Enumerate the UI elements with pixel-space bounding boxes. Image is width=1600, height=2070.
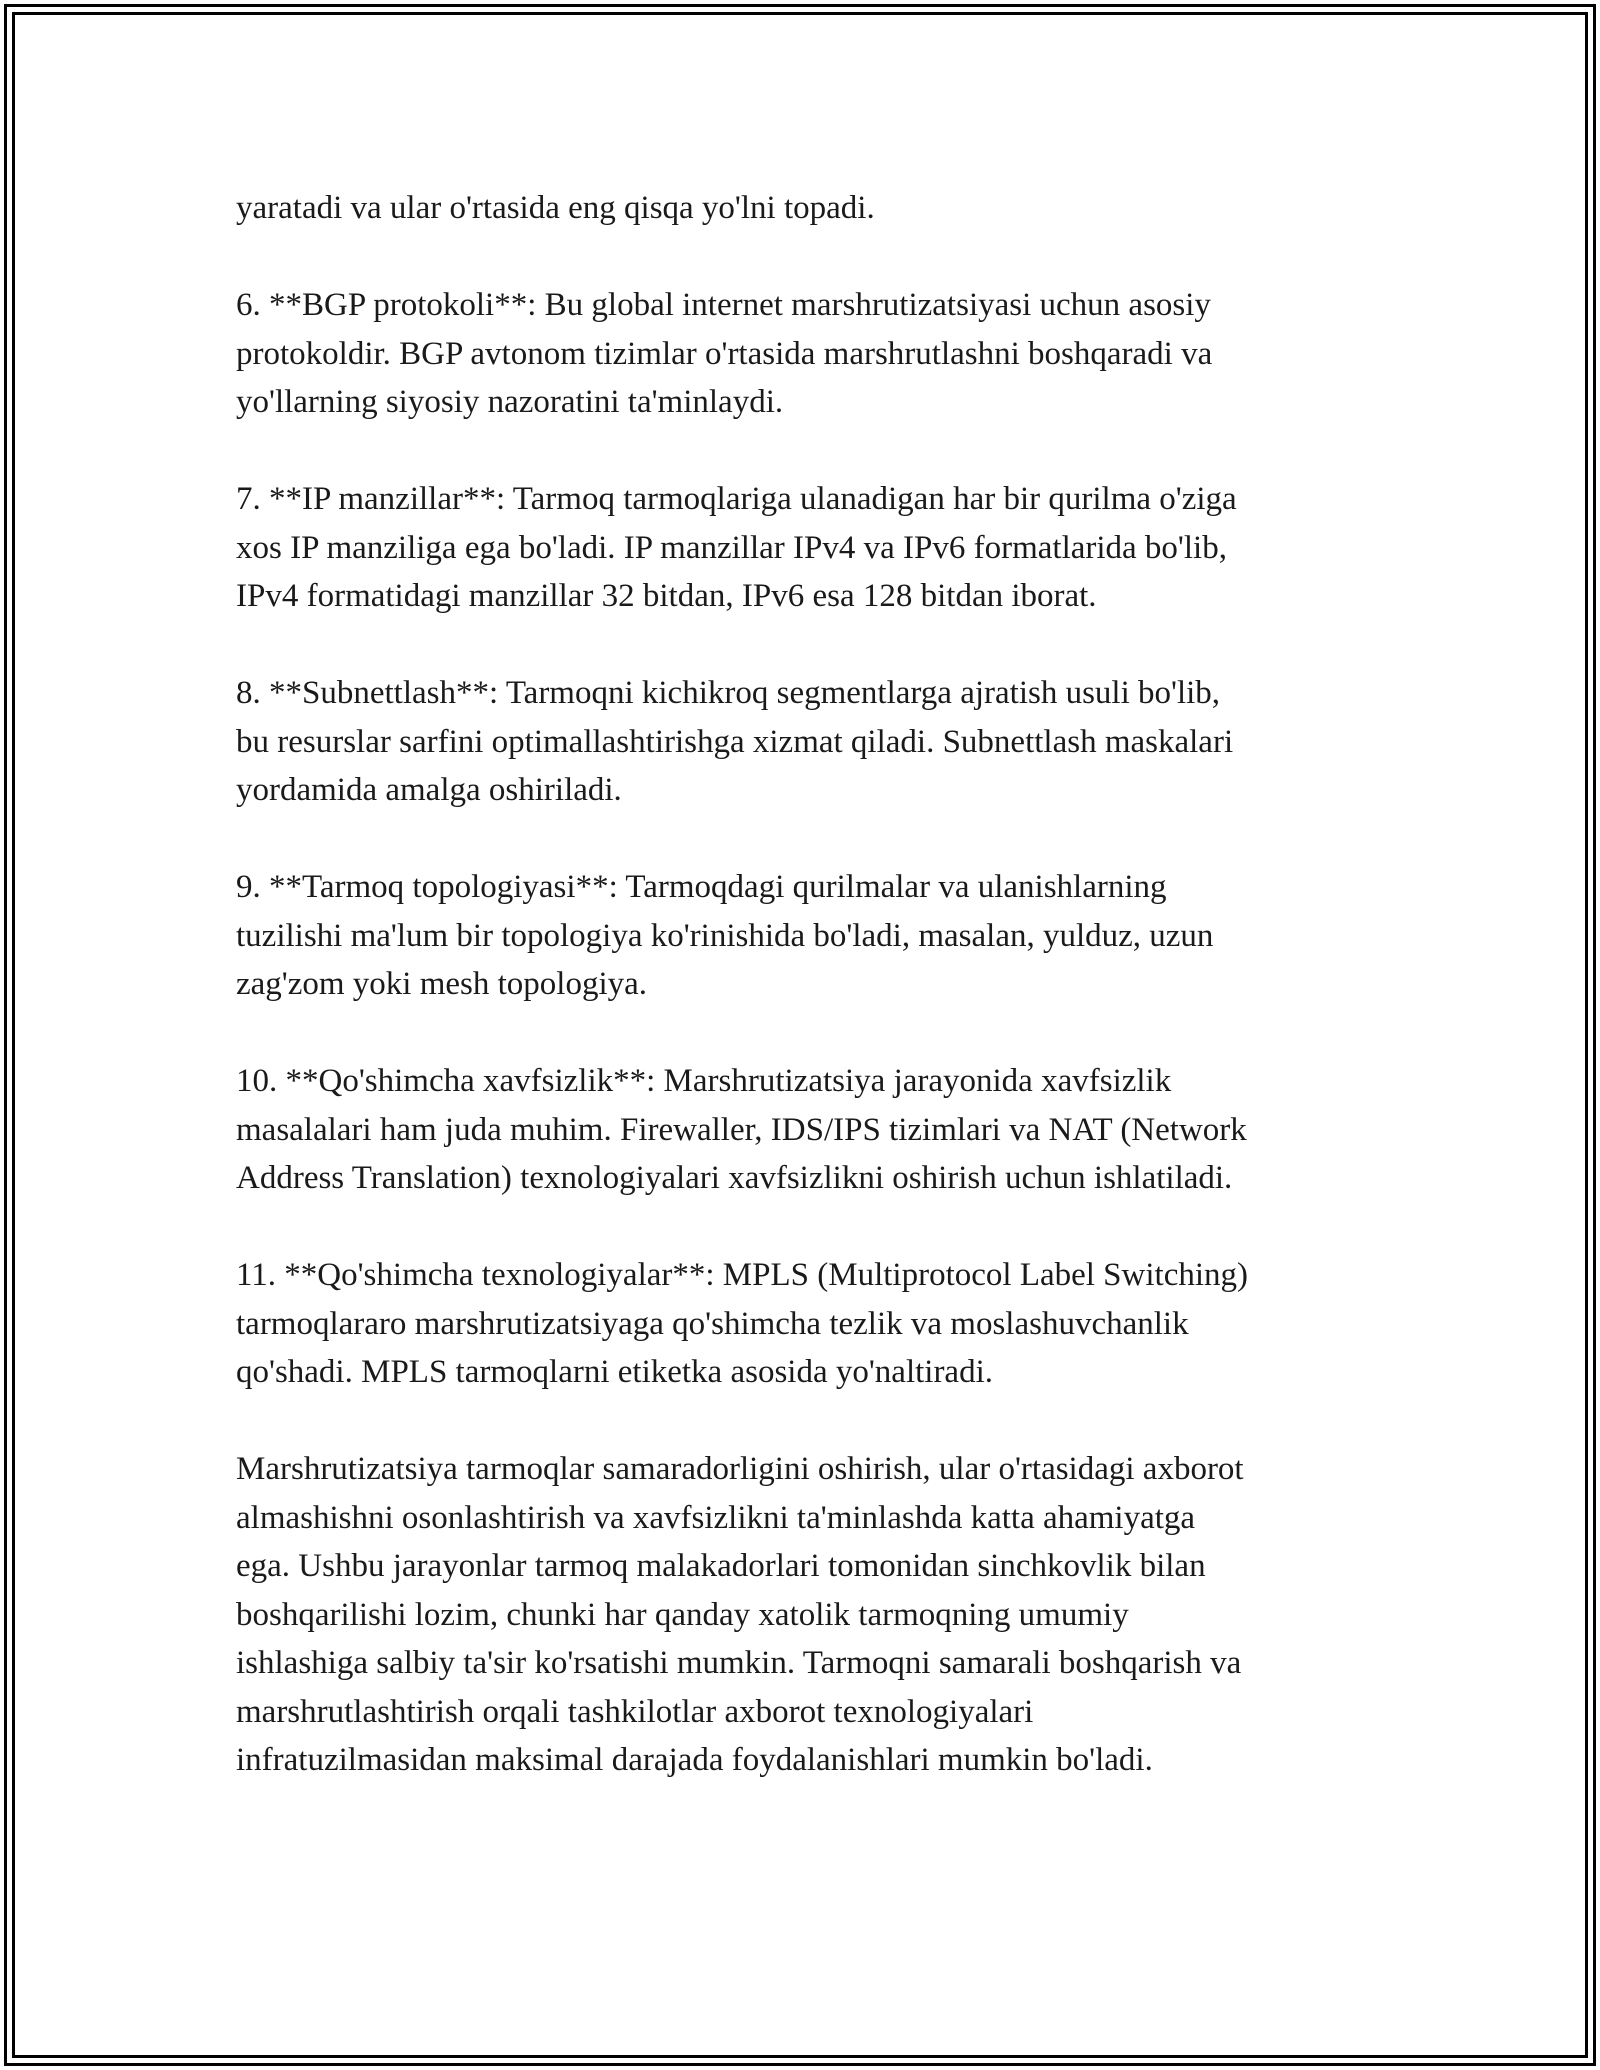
paragraph-continuation: yaratadi va ular o'rtasida eng qisqa yo'lni topadi. [236, 190, 875, 226]
paragraph-additional-technologies: 11. **Qo'shimcha texnologiyalar**: MPLS (Multiprotocol Label Switching) tarmoqlararo marshrutizatsiyaga qo'shimcha tezlik va moslashuvchanlik qo'shadi. MPLS tarmoqlarni etiketka asosida yo'naltiradi. [236, 1257, 1249, 1390]
paragraph-additional-security: 10. **Qo'shimcha xavfsizlik**: Marshrutizatsiya jarayonida xavfsizlik masalalari ham juda muhim. Firewaller, IDS/IPS tizimlari va NAT (Network Address Translation) texnologiyalari xavfsizlikni oshirish uchun ishlatiladi. [236, 1063, 1247, 1196]
paragraph-bgp-protocol: 6. **BGP protokoli**: Bu global internet marshrutizatsiyasi uchun asosiy protokoldir. BGP avtonom tizimlar o'rtasida marshrutlashni boshqaradi va yo'llarning siyosiy nazoratini ta'minlaydi. [236, 287, 1213, 420]
paragraph-network-topology: 9. **Tarmoq topologiyasi**: Tarmoqdagi qurilmalar va ulanishlarning tuzilishi ma'lum bir topologiya ko'rinishida bo'ladi, masalan, yulduz, uzun zag'zom yoki mesh topologiya. [236, 869, 1214, 1002]
document-body [236, 184, 1386, 1833]
paragraph-conclusion: Marshrutizatsiya tarmoqlar samaradorligini oshirish, ular o'rtasidagi axborot almashishni osonlashtirish va xavfsizlikni ta'minlashda katta ahamiyatga ega. Ushbu jarayonlar tarmoq malakadorlari tomonidan sinchkovlik bilan boshqarilishi lozim, chunki har qanday xatolik tarmoqning umumiy ishlashiga salbiy ta'sir ko'rsatishi mumkin. Tarmoqni samarali boshqarish va marshrutlashtirish orqali tashkilotlar axborot texnologiyalari infratuzilmasidan maksimal darajada foydalanishlari mumkin bo'ladi. [236, 1451, 1244, 1778]
paragraph-ip-addresses: 7. **IP manzillar**: Tarmoq tarmoqlariga ulanadigan har bir qurilma o'ziga xos IP manziliga ega bo'ladi. IP manzillar IPv4 va IPv6 formatlarida bo'lib, IPv4 formatidagi manzillar 32 bitdan, IPv6 esa 128 bitdan iborat. [236, 481, 1237, 614]
paragraph-subnetting: 8. **Subnettlash**: Tarmoqni kichikroq segmentlarga ajratish usuli bo'lib, bu resurslar sarfini optimallashtirishga xizmat qiladi. Subnettlash maskalari yordamida amalga oshiriladi. [236, 675, 1234, 808]
